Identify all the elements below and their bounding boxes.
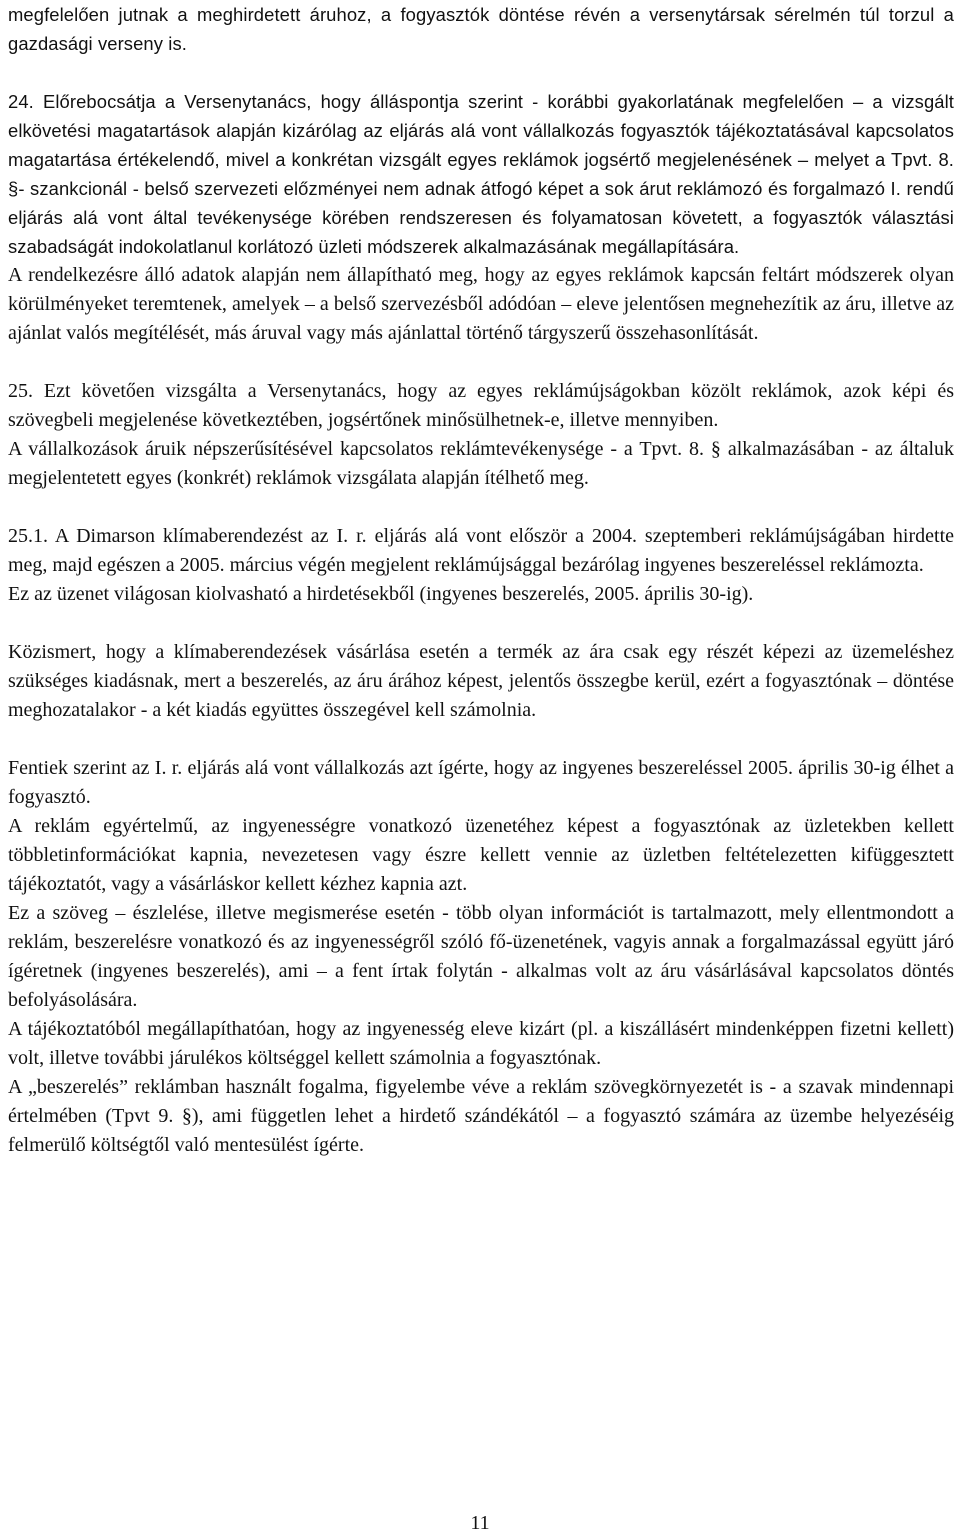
paragraph-available-data: A rendelkezésre álló adatok alapján nem állapítható meg, hogy az egyes reklámok kapcsán feltárt módszerek olyan körülményeket teremtenek, amelyek – a belső szervezésből adódóan – eleve jelentősen megnehezítik az áru, illetve az ajánlat valós megítélését, más áruval vagy más ajánlattal történő tárgyszerű összehasonlítását.: [8, 264, 954, 344]
document-body: [8, 0, 954, 1160]
paragraph-common-knowledge: Közismert, hogy a klímaberendezések vásárlása esetén a termék az ára csak egy részét képezi az üzemeléshez szükséges kiadásnak, mert a beszerelés, az áru árához képest, jelentős összegbe kerül, ezért a fogyasztónak – döntése meghozatalakor - a két kiadás együttes összegével kell számolnia.: [8, 641, 954, 721]
paragraph-message: Ez az üzenet világosan kiolvasható a hirdetésekből (ingyenes beszerelés, 2005. április 30-ig).: [8, 583, 754, 605]
paragraph-additional-information: A reklám egyértelmű, az ingyenességre vonatkozó üzenetéhez képest a fogyasztónak az üzletekben kellett többletinformációkat kapnia, nevezetesen vagy észre kellett vennie az üzletben feltételezetten kifüggesztett tájékoztatót, vagy a vásárláskor kellett kézhez kapnia azt.: [8, 815, 954, 895]
paragraph-continuation: megfelelően jutnak a meghirdetett áruhoz, a fogyasztók döntése révén a versenytársak sérelmén túl torzul a gazdasági verseny is.: [8, 4, 954, 54]
paragraph-24: 24. Előrebocsátja a Versenytanács, hogy álláspontja szerint - korábbi gyakorlatának megfelelően – a vizsgált elkövetési magatartások alapján kizárólag az eljárás alá vont vállalkozás fogyasztók tájékoztatásával kapcsolatos magatartása értékelendő, mivel a konkrétan vizsgált egyes reklámok jogsértő megjelenésének – melyet a Tpvt. 8. §- szankcionál - belső szervezeti előzményei nem adnak átfogó képet a sok árut reklámozó és forgalmazó I. rendű eljárás alá vont által tevékenysége körében rendszeresen és folyamatosan követett, a fogyasztók választási szabadságát indokolatlanul korlátozó üzleti módszerek alkalmazásának megállapítására.: [8, 91, 954, 257]
page-number: 11: [470, 1512, 490, 1534]
paragraph-contradiction: Ez a szöveg – észlelése, illetve megismerése esetén - több olyan információt is tartalmazott, mely ellentmondott a reklám, beszerelésre vonatkozó és az ingyenességről szóló fő-üzenetének, vagyis annak a forgalmazással együtt járó ígéretnek (ingyenes beszerelés), ami – a fent írtak folytán - alkalmas volt az áru vásárlásával kapcsolatos döntés befolyásolására.: [8, 902, 954, 1011]
paragraph-installation-concept: A „beszerelés” reklámban használt fogalma, figyelembe véve a reklám szövegkörnyezetét is - a szavak mindennapi értelmében (Tpvt 9. §), ami független lehet a hirdető szándékától – a fogyasztó számára az üzembe helyezéséig felmerülő költségtől való mentesülést ígérte.: [8, 1076, 954, 1156]
paragraph-25: 25. Ezt követően vizsgálta a Versenytanács, hogy az egyes reklámújságokban közölt reklámok, azok képi és szövegbeli megjelenése következtében, jogsértőnek minősülhetnek-e, illetve mennyiben.: [8, 380, 954, 431]
paragraph-cost-excluded: A tájékoztatóból megállapíthatóan, hogy az ingyenesség eleve kizárt (pl. a kiszállásért mindenképpen fizetni kellett) volt, illetve további járulékos költséggel kellett számolnia a fogyasztónak.: [8, 1018, 954, 1069]
paragraph-advertising-activity: A vállalkozások áruik népszerűsítésével kapcsolatos reklámtevékenysége - a Tpvt. 8. § alkalmazásában - az általuk megjelentetett egyes (konkrét) reklámok vizsgálata alapján ítélhető meg.: [8, 438, 954, 489]
paragraph-promise: Fentiek szerint az I. r. eljárás alá vont vállalkozás azt ígérte, hogy az ingyenes beszereléssel 2005. április 30-ig élhet a fogyasztó.: [8, 757, 954, 808]
paragraph-25-1: 25.1. A Dimarson klímaberendezést az I. r. eljárás alá vont először a 2004. szeptemberi reklámújságában hirdette meg, majd egészen a 2005. március végén megjelent reklámújsággal bezárólag ingyenes beszereléssel reklámozta.: [8, 525, 954, 576]
